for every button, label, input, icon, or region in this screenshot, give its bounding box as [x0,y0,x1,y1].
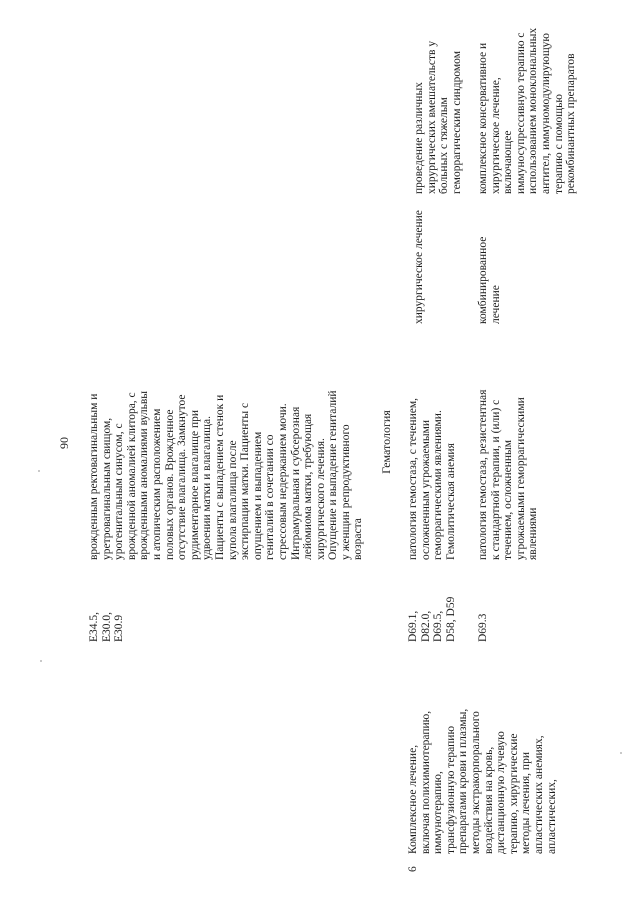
description-line: у женщин репродуктивного [339,424,352,560]
upper-codes-column [88,572,126,642]
method-line: хирургических вмешательств у [425,40,438,194]
method-line: апластических, [545,779,558,854]
block2-description [477,350,540,560]
block1-codes [407,572,457,642]
method-line: апластических анемиях, [532,735,545,854]
method-line: комплексное консервативное и [477,42,489,194]
description-line: Интрамуральная и субсерозная [289,406,302,560]
method-line: трансфузионную терапию [444,725,457,854]
page-number: 90 [57,437,71,449]
description-line: хирургического лечения. [314,438,327,560]
description-line: явлениями [527,507,540,560]
description-line: уретровагинальным свищом, [100,417,113,560]
block2-method [477,0,578,194]
method-line: иммуносупрессивную терапию с [514,32,527,194]
method-line: рекомбинантных препаратов [565,53,578,194]
upper-method [413,0,463,194]
description-line: отсутствие влагалища. Замкнутое [176,394,189,560]
method-line: методы экстракорпорального [469,711,482,854]
treatment-line: лечение [489,285,502,324]
block2-codes [477,572,490,642]
description-line: урогенитальным синусом, с [113,423,126,560]
method-line: геморрагическим синдромом [450,51,463,194]
section-title: Гематология [379,410,393,474]
description-line: гениталий в сочетании со [264,434,277,560]
description-line: угрожаемыми геморрагическими [514,397,527,560]
description-line: врожденными аномалиями вульвы [138,391,151,560]
method-line: использованием моноклональных [527,27,540,194]
method-line: включающее [502,130,515,194]
description-line: течением, осложненным [502,439,515,560]
method-line: больных с тяжелым [438,97,451,194]
method-line: терапию с помощью [552,94,565,194]
method-line: хирургическое лечение, [489,77,502,194]
row6-method-column [407,644,558,854]
code-line: D58, D59 [444,596,457,642]
code-line: D82.0, [419,610,432,642]
description-line: врожденной аномалией клитора, с [125,392,138,560]
description-line: половых органов. Врожденное [163,409,176,560]
description-line: и атопическим расположением [150,408,163,560]
method-line: воздействия на кровь, [482,746,495,854]
upper-description-column [88,350,365,560]
row-number: 6 [407,866,419,872]
description-line: экстирпации матки. Пациенты с [239,402,252,560]
description-line: рудиментарное влагалище при [188,409,201,560]
description-line: патология гемостаза, с течением, [407,398,419,560]
method-line: иммунотерапию, [432,771,445,854]
description-line: опущением и выпадением [251,431,264,560]
code-line: D69.3 [477,613,489,642]
treatment-type: хирургическое лечение [413,210,425,324]
method-line: дистанционную лучевую [495,731,508,854]
description-line: Опущение и выпадение гениталий [327,390,340,560]
method-line: антител, иммуномодулирующую [539,32,552,194]
code-line: D69.1, [407,610,419,642]
description-line: геморрагическими явлениями. [432,410,445,560]
block2-treatment [477,184,502,324]
description-line: лейомиома матки, требующая [302,413,315,560]
description-line: удвоении матки и влагалища. [201,415,214,560]
description-line: осложненным угрожаемыми [419,419,432,560]
code-line: D69.5, [432,610,445,642]
description-line: врожденным ректовагинальным и [88,393,100,560]
code-line: E30.9 [113,614,126,642]
treatment-line: комбинированное [477,236,489,324]
method-line: терапию, хирургические [507,733,520,854]
upper-treatment-column [413,184,426,324]
description-line: Пациенты с выпадением стенок и [213,394,226,560]
method-line: препаратами крови и плазмы, [457,708,470,854]
description-line: Гемолитическая анемия [444,443,457,560]
method-line: проведение различных [413,82,425,194]
description-line: возраста [352,518,365,560]
code-line: E34.5, [88,611,100,642]
description-line: купола влагалища после [226,440,239,560]
method-line: включая полихимиотерапию, [419,710,432,854]
block1-description [407,350,457,560]
method-line: Комплексное лечение, [407,744,419,854]
description-line: патология гемостаза, резистентная [477,389,489,560]
description-line: стрессовым недержанием мочи. [276,403,289,560]
method-line: методы лечения, при [520,752,533,854]
description-line: к стандартной терапии, и (или) с [489,399,502,560]
code-line: E30.0, [100,611,113,642]
